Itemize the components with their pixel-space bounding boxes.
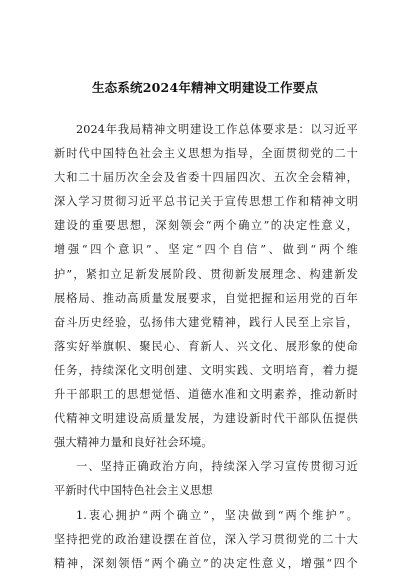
paragraph-line: 精神，深刻领悟“两个确立”的决定性意义，增强“四个 <box>54 556 358 570</box>
paragraph-line: 深入学习贯彻习近平总书记关于宣传思想工作和精神文明 <box>54 195 358 209</box>
paragraph-line: 落实好举旗帜、聚民心、育新人、兴文化、展形象的使命 <box>54 339 358 353</box>
paragraph-line: 护”，紧扣立足新发展阶段、贯彻新发展理念、构建新发 <box>54 267 358 281</box>
paragraph-line: 展格局、推动高质量发展要求，自觉把握和运用党的百年 <box>54 291 358 305</box>
paragraph-line: 奋斗历史经验，弘扬伟大建党精神，践行人民至上宗旨， <box>54 315 358 329</box>
paragraph-line: 建设的重要思想，深刻领会“两个确立”的决定性意义， <box>54 219 358 233</box>
paragraph-line: 任务，持续深化文明创建、文明实践、文明培育，着力提 <box>54 363 358 377</box>
paragraph-line: 增强“四个意识”、坚定“四个自信”、做到“两个维 <box>54 243 358 257</box>
section-heading-line: 平新时代中国特色社会主义思想 <box>54 484 213 498</box>
section-heading-line: 一、坚持正确政治方向，持续深入学习宣传贯彻习近 <box>76 460 358 474</box>
paragraph-line: 代精神文明建设高质量发展，为建设新时代干部队伍提供 <box>54 412 358 426</box>
document-title: 生态系统2024年精神文明建设工作要点 <box>91 80 319 95</box>
paragraph-line: 强大精神力量和良好社会环境。 <box>54 436 213 450</box>
paragraph-line: 2024年我局精神文明建设工作总体要求是：以习近平 <box>76 123 358 136</box>
subsection-heading-line: 1.衷心拥护“两个确立”，坚决做到“两个维护”。 <box>76 508 358 522</box>
paragraph-line: 大和二十届历次全会及省委十四届四次、五次全会精神， <box>54 171 358 185</box>
document-body <box>54 118 358 576</box>
paragraph-line: 坚持把党的政治建设摆在首位，深入学习贯彻党的二十大 <box>54 532 358 546</box>
paragraph-line: 新时代中国特色社会主义思想为指导，全面贯彻党的二十 <box>54 147 358 161</box>
paragraph-line: 升干部职工的思想觉悟、道德水准和文明素养，推动新时 <box>54 388 358 402</box>
